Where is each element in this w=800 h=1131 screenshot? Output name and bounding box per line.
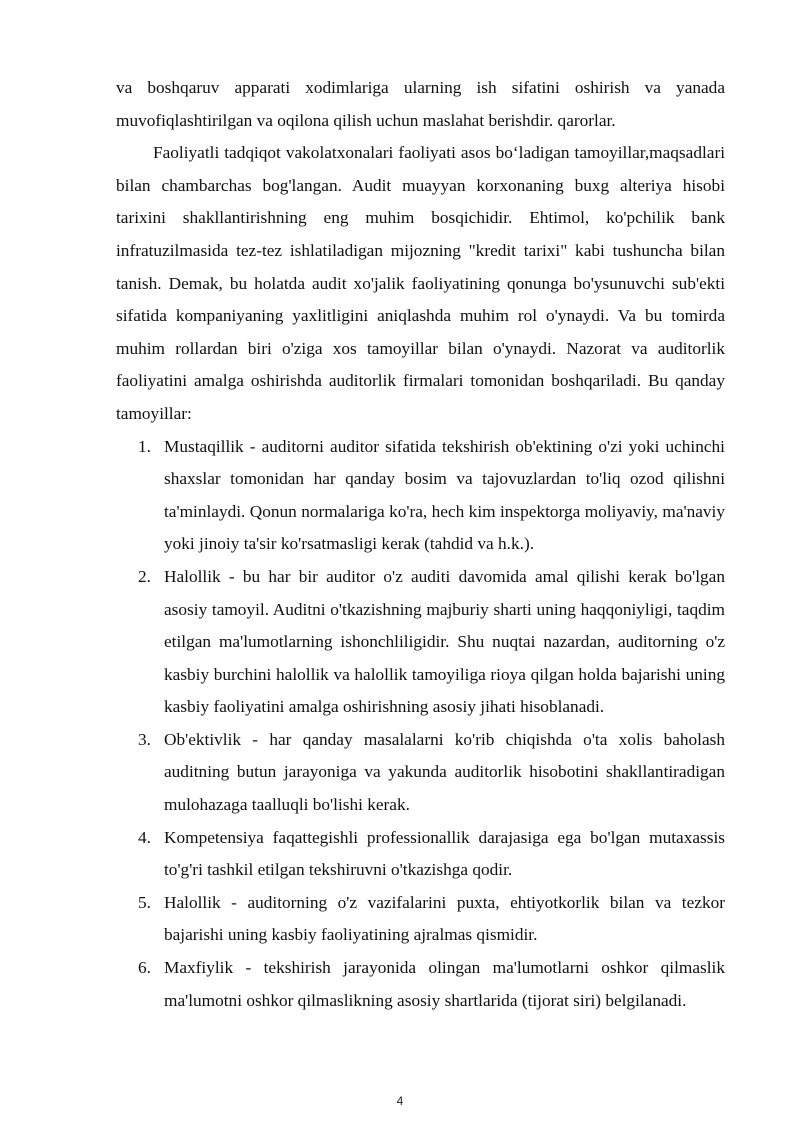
list-item-text: Halollik - bu har bir auditor o'z auditi davomida amal qilishi kerak bo'lgan asosiy tamoyil. Auditni o'tkazishning majburiy sharti uning haqqoniyligi, taqdim etilgan ma'lumotlarning ishonchliligidir. Shu nuqtai nazardan, auditorning o'z kasbiy burchini halollik va halollik tamoyiliga rioya qilgan holda bajarishi uning kasbiy faoliyatini amalga oshirishning asosiy jihati hisoblanadi. bbox=[164, 566, 725, 717]
paragraph-principles: Faoliyatli tadqiqot vakolatxonalari faoliyati asos bo‘ladigan tamoyillar,maqsadlari bilan chambarchas bog'langan. Audit muayyan korxonaning buxg alteriya hisobi tarixini shakllantirishning eng muhim bosqichidir. Ehtimol, ko'pchilik bank infratuzilmasida tez-tez ishlatiladigan mijozning "kredit tarixi" kabi tushuncha bilan tanish. Demak, bu holatda audit xo'jalik faoliyatining qonunga bo'ysunuvchi sub'ekti sifatida kompaniyaning yaxlitligini aniqlashda muhim rol o'ynaydi. Va bu tomirda muhim rollardan biri o'ziga xos tamoyillar bilan o'ynaydi. Nazorat va auditorlik faoliyatini amalga oshirishda auditorlik firmalari tomonidan boshqariladi. Bu qanday tamoyillar: bbox=[116, 143, 725, 423]
list-item-number: 4. bbox=[138, 827, 151, 847]
list-item bbox=[116, 561, 725, 724]
principles-list bbox=[116, 431, 725, 1018]
list-item-text: Maxfiylik - tekshirish jarayonida olingan ma'lumotlarni oshkor qilmaslik ma'lumotni oshkor qilmaslikning asosiy shartlarida (tijorat siri) belgilanadi. bbox=[164, 958, 725, 1010]
list-item bbox=[116, 887, 725, 952]
list-item-text: Ob'ektivlik - har qanday masalalarni ko'rib chiqishda o'ta xolis baholash auditning butun jarayoniga va yakunda auditorlik hisobotini shakllantiradigan mulohazaga taalluqli bo'lishi kerak. bbox=[164, 729, 725, 815]
list-item bbox=[116, 822, 725, 887]
list-item-number: 1. bbox=[138, 436, 151, 456]
list-item-number: 3. bbox=[138, 729, 151, 749]
list-item-number: 2. bbox=[138, 566, 151, 586]
list-item bbox=[116, 952, 725, 1017]
list-item-number: 5. bbox=[138, 892, 151, 912]
list-item bbox=[116, 724, 725, 822]
list-item-number: 6. bbox=[138, 958, 151, 978]
list-item-text: Kompetensiya faqattegishli professionallik darajasiga ega bo'lgan mutaxassis to'g'ri tashkil etilgan tekshiruvni o'tkazishga qodir. bbox=[164, 827, 725, 880]
list-item-text: Mustaqillik - auditorni auditor sifatida tekshirish ob'ektining o'zi yoki uchinchi shaxslar tomonidan har qanday bosim va tajovuzlardan to'liq ozod qilishni ta'minlaydi. Qonun normalariga ko'ra, hech kim inspektorga moliyaviy, ma'naviy yoki jinoiy ta'sir ko'rsatmasligi kerak (tahdid va h.k.). bbox=[164, 436, 725, 554]
page-number: 4 bbox=[396, 1094, 404, 1108]
paragraph-intro: va boshqaruv apparati xodimlariga ularning ish sifatini oshirish va yanada muvofiqlashtirilgan va oqilona qilish uchun maslahat berishdir. qarorlar. bbox=[116, 78, 725, 130]
list-item bbox=[116, 431, 725, 561]
document-page bbox=[116, 72, 725, 1017]
list-item-text: Halollik - auditorning o'z vazifalarini puxta, ehtiyotkorlik bilan va tezkor bajarishi uning kasbiy faoliyatining ajralmas qismidir. bbox=[164, 892, 725, 945]
